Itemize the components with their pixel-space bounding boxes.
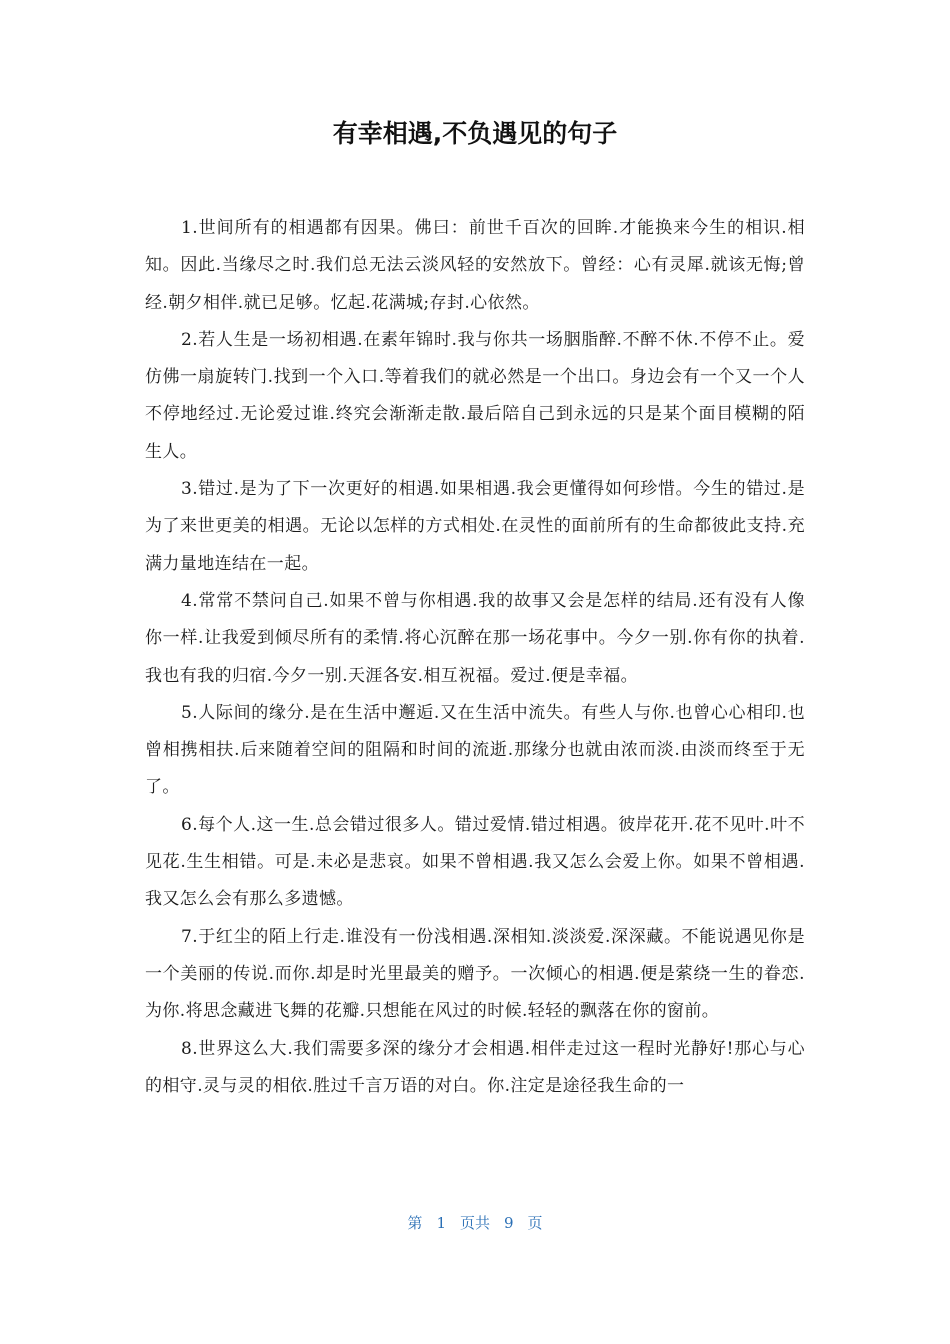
- paragraph-5: 5.人际间的缘分.是在生活中邂逅.又在生活中流失。有些人与你.也曾心心相印.也曾相携相扶.后来随着空间的阻隔和时间的流逝.那缘分也就由浓而淡.由淡而终至于无了。: [145, 702, 805, 798]
- current-page-number: 1: [436, 1214, 446, 1232]
- paragraph-1: 1.世间所有的相遇都有因果。佛曰：前世千百次的回眸.才能换来今生的相识.相知。因此.当缘尽之时.我们总无法云淡风轻的安然放下。曾经：心有灵犀.就该无悔;曾经.朝夕相伴.就已足够。忆起.花满城;存封.心依然。: [145, 218, 805, 313]
- page-suffix: 页: [527, 1214, 543, 1232]
- paragraph-7: 7.于红尘的陌上行走.谁没有一份浅相遇.深相知.淡淡爱.深深藏。不能说遇见你是一个美丽的传说.而你.却是时光里最美的赠予。一次倾心的相遇.便是萦绕一生的眷恋.为你.将思念藏进飞舞的花瓣.只想能在风过的时候.轻轻的飘落在你的窗前。: [145, 926, 805, 1022]
- page-number-footer: [0, 1211, 950, 1235]
- total-pages-number: 9: [504, 1214, 514, 1232]
- paragraph-4: 4.常常不禁问自己.如果不曾与你相遇.我的故事又会是怎样的结局.还有没有人像你一样.让我爱到倾尽所有的柔情.将心沉醉在那一场花事中。今夕一别.你有你的执着.我也有我的归宿.今夕一别.天涯各安.相互祝福。爱过.便是幸福。: [145, 590, 805, 686]
- document-body: [145, 210, 805, 1105]
- page-mid-text: 页共: [459, 1214, 490, 1232]
- paragraph-8: 8.世界这么大.我们需要多深的缘分才会相遇.相伴走过这一程时光静好!那心与心的相守.灵与灵的相依.胜过千言万语的对白。你.注定是途径我生命的一: [145, 1038, 805, 1096]
- paragraph-2: 2.若人生是一场初相遇.在素年锦时.我与你共一场胭脂醉.不醉不休.不停不止。爱仿佛一扇旋转门.找到一个入口.等着我们的就必然是一个出口。身边会有一个又一个人不停地经过.无论爱过谁.终究会渐渐走散.最后陪自己到永远的只是某个面目模糊的陌生人。: [145, 329, 805, 462]
- document-title: 有幸相遇,不负遇见的句子: [332, 119, 618, 148]
- page-prefix: 第: [407, 1214, 423, 1232]
- paragraph-6: 6.每个人.这一生.总会错过很多人。错过爱情.错过相遇。彼岸花开.花不见叶.叶不见花.生生相错。可是.未必是悲哀。如果不曾相遇.我又怎么会爱上你。如果不曾相遇.我又怎么会有那么多遗憾。: [145, 814, 805, 910]
- paragraph-3: 3.错过.是为了下一次更好的相遇.如果相遇.我会更懂得如何珍惜。今生的错过.是为了来世更美的相遇。无论以怎样的方式相处.在灵性的面前所有的生命都彼此支持.充满力量地连结在一起。: [145, 479, 805, 574]
